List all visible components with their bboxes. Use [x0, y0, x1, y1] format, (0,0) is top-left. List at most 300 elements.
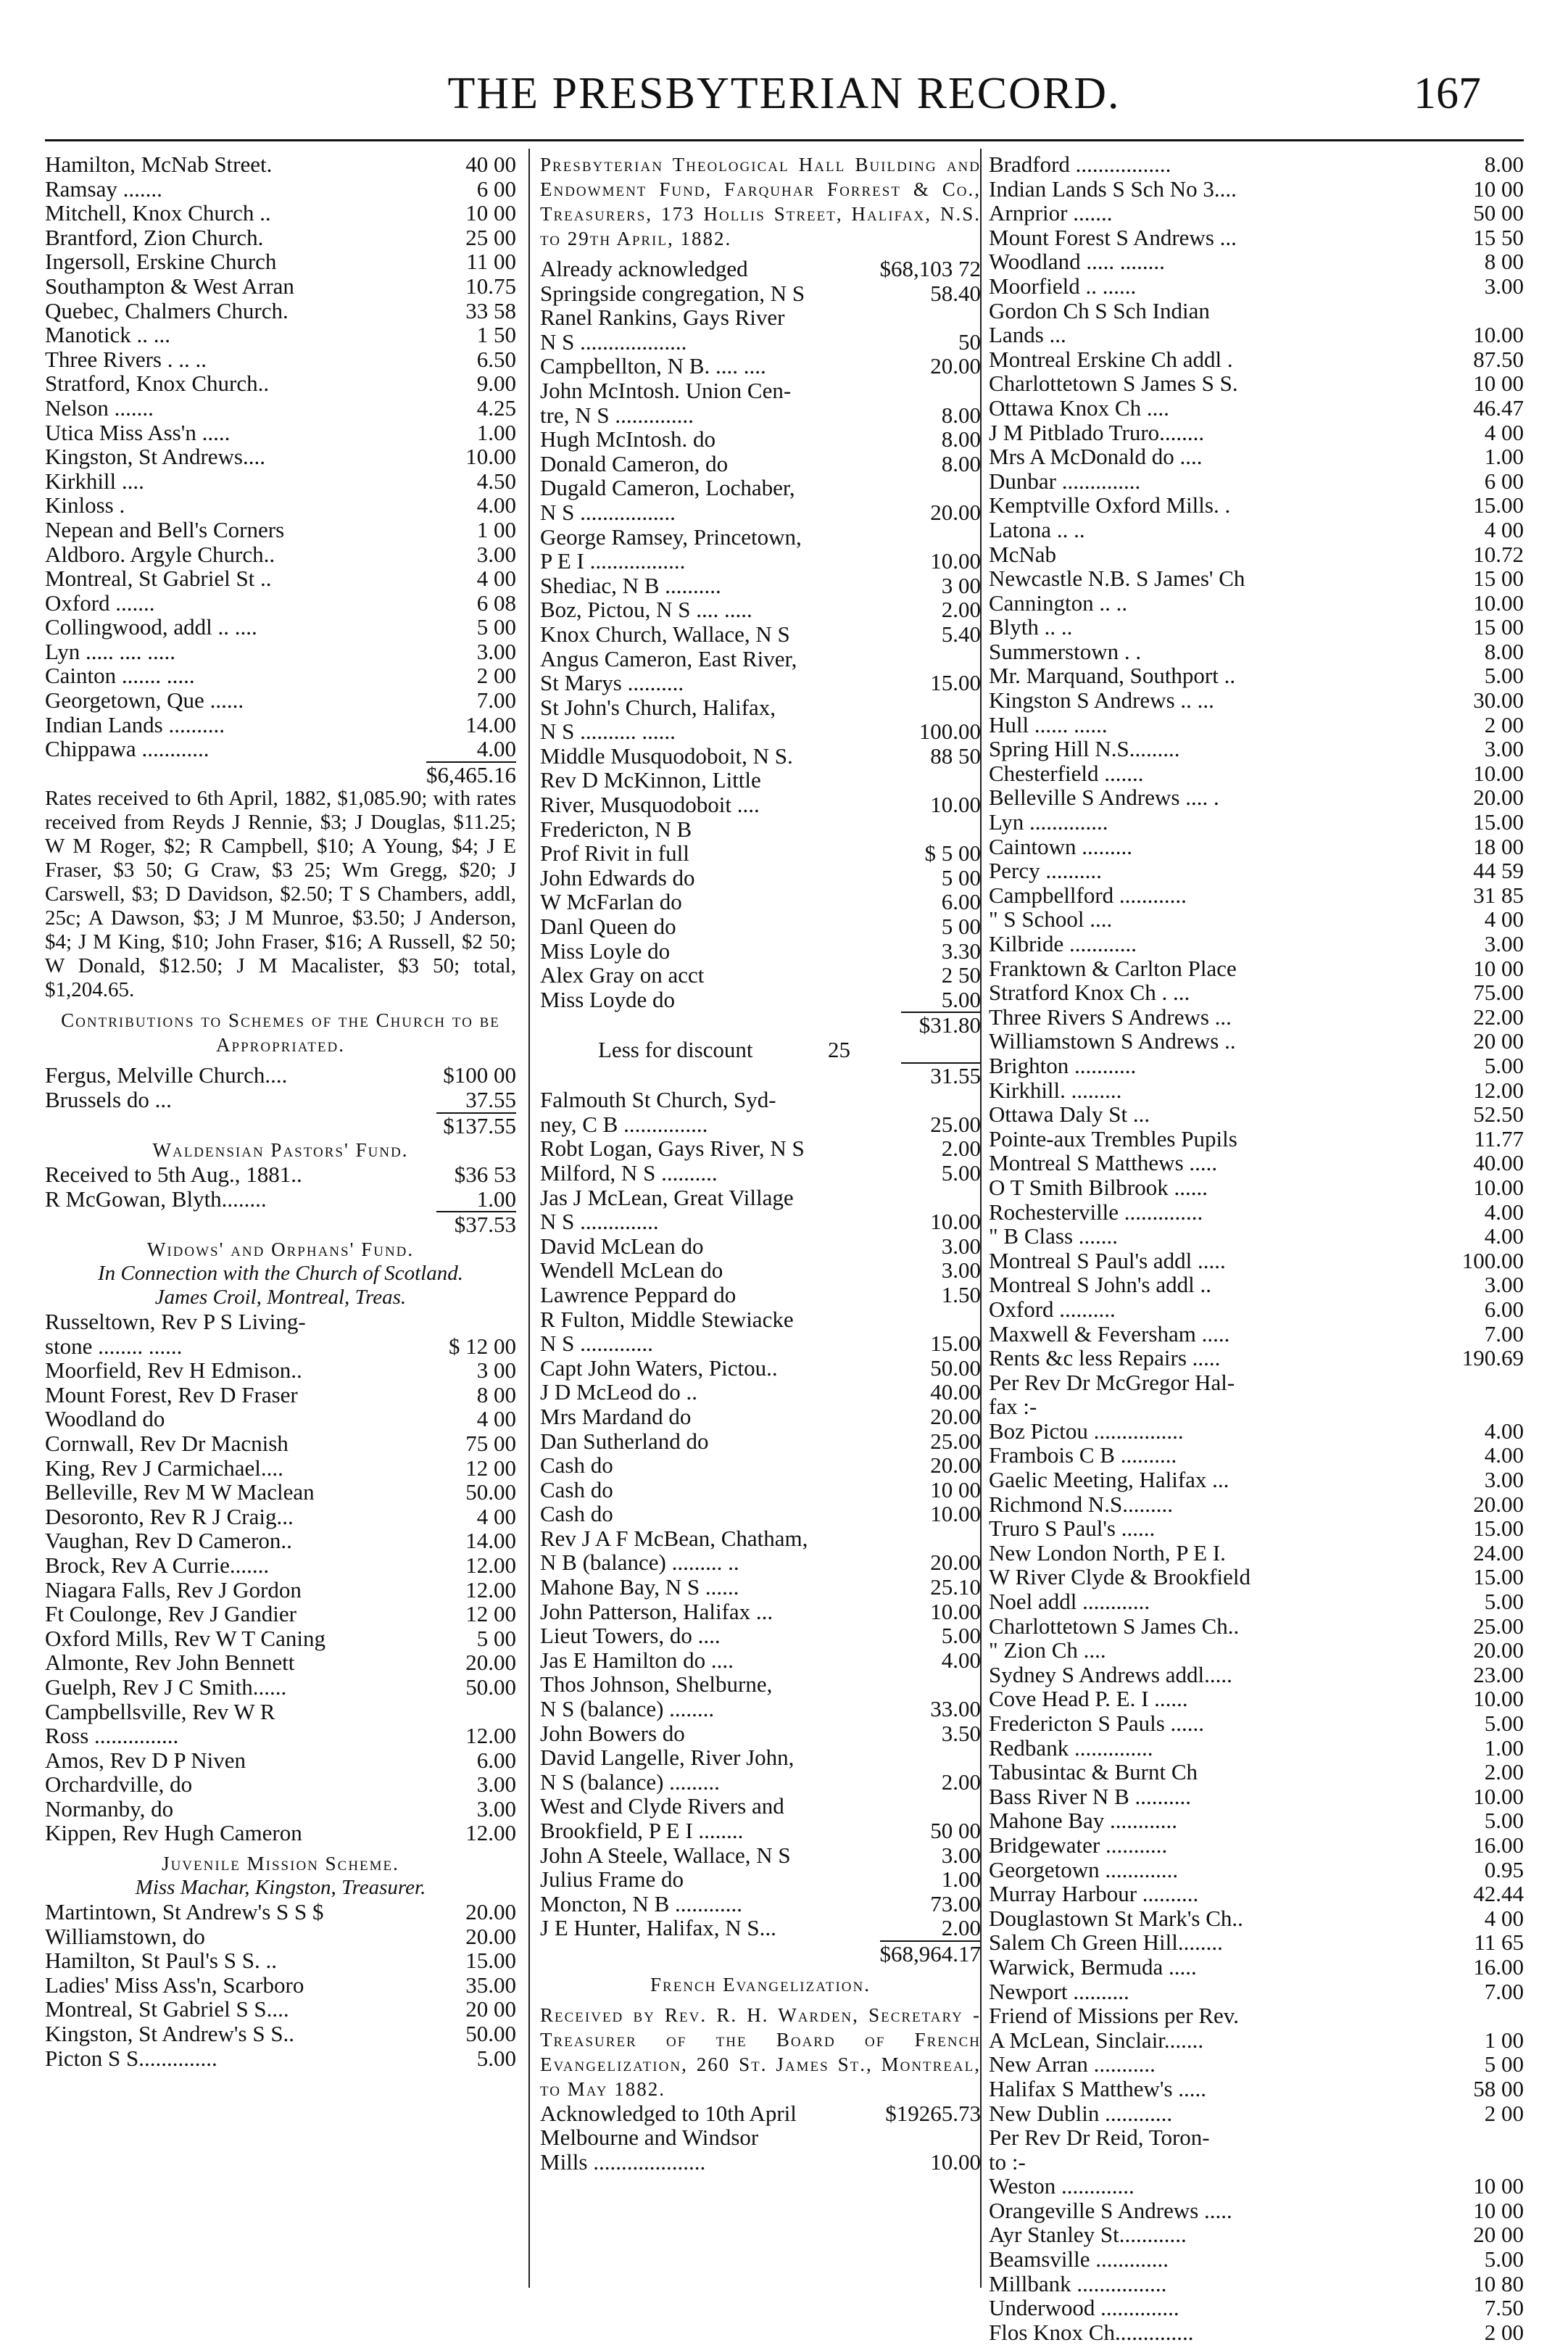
entry-amount: 15 00 [1473, 614, 1524, 640]
entry-label: John Patterson, Halifax ... [540, 1598, 773, 1624]
entry-amount: 20.00 [1473, 1491, 1524, 1517]
ledger-entry [989, 1249, 1524, 1273]
entry-label: Chesterfield ....... [989, 760, 1144, 786]
ledger-entry [989, 152, 1524, 177]
ledger-entry [540, 379, 981, 403]
ledger-list [45, 1063, 516, 1112]
entry-label: Montreal S Matthews ..... [989, 1150, 1218, 1176]
ledger-entry [989, 1370, 1524, 1395]
entry-amount: 4.50 [476, 468, 516, 494]
entry-label: fax :- [989, 1394, 1037, 1420]
grand-total: $68,964.17 [879, 1940, 981, 1966]
entry-amount: $ 5 00 [924, 840, 981, 867]
entry-amount: 3 00 [476, 1357, 516, 1384]
ledger-entry [989, 1394, 1524, 1419]
entry-label: N S .............. [540, 1209, 659, 1235]
entry-amount: 12.00 [1473, 1077, 1524, 1103]
ledger-entry [989, 299, 1524, 323]
ledger-entry [45, 1480, 516, 1505]
entry-amount: 10 80 [1473, 2270, 1524, 2296]
entry-amount: 7.50 [1484, 2295, 1524, 2321]
entry-label: Pointe-aux Trembles Pupils [989, 1125, 1237, 1151]
entry-label: Oxford ....... [45, 590, 155, 616]
entry-amount: 52.50 [1473, 1101, 1524, 1128]
entry-label: Per Rev Dr Reid, Toron- [989, 2125, 1210, 2151]
entry-label: Prof Rivit in full [540, 840, 689, 867]
entry-label: R Fulton, Middle Stewiacke [540, 1306, 794, 1332]
entry-amount: 50.00 [930, 1355, 981, 1381]
ledger-entry [989, 1346, 1524, 1370]
entry-label: Kinloss . [45, 492, 125, 518]
entry-amount: 4 00 [1484, 516, 1524, 542]
ledger-entry [45, 371, 516, 396]
entry-label: Bass River N B .......... [989, 1783, 1191, 1809]
ledger-entry [45, 1997, 516, 2022]
entry-label: Georgetown, Que ...... [45, 687, 244, 714]
ledger-entry [45, 640, 516, 664]
ledger-entry [45, 1724, 516, 1748]
entry-amount: 20.00 [1473, 785, 1524, 811]
ledger-entry [989, 1054, 1524, 1078]
entry-label: John A Steele, Wallace, N S [540, 1842, 791, 1868]
ledger-entry [989, 493, 1524, 518]
net-amount: 31.55 [901, 1062, 981, 1088]
ledger-list [45, 152, 516, 761]
ledger-entry [540, 622, 981, 647]
entry-label: Belleville, Rev M W Maclean [45, 1479, 315, 1505]
entry-label: Orangeville S Andrews ..... [989, 2197, 1232, 2223]
french-intro: Received by Rev. R. H. Warden, Secretary - Treasurer of the Board of French Evangelization, 260 St. James St., Montreal, to May 1882. [540, 2003, 981, 2100]
entry-label: Already acknowledged [540, 256, 748, 281]
entry-label: Brookfield, P E I ........ [540, 1818, 744, 1843]
ledger-entry [989, 688, 1524, 713]
entry-label: Normanby, do [45, 1795, 174, 1821]
ledger-entry [540, 1550, 981, 1575]
ledger-entry [540, 549, 981, 574]
ledger-list [540, 257, 981, 841]
entry-label: Aldboro. Argyle Church.. [45, 541, 275, 567]
ledger-list [540, 841, 981, 1012]
entry-label: New London North, P E I. [989, 1539, 1226, 1566]
entry-amount: 58.40 [930, 280, 981, 306]
entry-label: Jas J McLean, Great Village [540, 1184, 794, 1210]
ledger-entry [540, 1453, 981, 1478]
ledger-entry [989, 518, 1524, 542]
ledger-entry [45, 249, 516, 274]
entry-label: Kirkhill .... [45, 468, 144, 494]
ledger-entry [540, 671, 981, 695]
ledger-entry [989, 1127, 1524, 1151]
section-heading-french: French Evangelization. [650, 1973, 871, 1995]
entry-amount: 10.72 [1473, 541, 1524, 567]
entry-amount: 10.00 [1473, 590, 1524, 616]
entry-label: Ladies' Miss Ass'n, Scarboro [45, 1972, 304, 1998]
entry-label: Oxford Mills, Rev W T Caning [45, 1625, 325, 1651]
entry-amount: 3.00 [1484, 736, 1524, 762]
entry-amount: 6 08 [476, 590, 516, 616]
ledger-entry [45, 201, 516, 226]
entry-label: Southampton & West Arran [45, 273, 294, 299]
entry-label: Lieut Towers, do .... [540, 1623, 721, 1649]
ledger-entry [989, 1005, 1524, 1030]
entry-label: Ross ............... [45, 1723, 179, 1749]
ledger-entry [540, 1234, 981, 1259]
entry-amount: 10.00 [930, 1209, 981, 1235]
entry-amount: 4.00 [1484, 1442, 1524, 1468]
entry-amount: 10.00 [930, 1501, 981, 1527]
entry-amount: 50 [958, 328, 981, 355]
entry-label: Ingersoll, Erskine Church [45, 249, 277, 275]
ledger-entry [45, 615, 516, 640]
ledger-entry [989, 2150, 1524, 2175]
ledger-entry [989, 1419, 1524, 1444]
entry-label: stone ........ ...... [45, 1333, 183, 1359]
section-heading-juvenile: Juvenile Mission Scheme. [162, 1853, 399, 1875]
entry-label: Millbank ................ [989, 2270, 1167, 2296]
section-subheading: In Connection with the Church of Scotland. [98, 1262, 463, 1285]
entry-label: Hamilton, St Paul's S S. .. [45, 1948, 277, 1974]
entry-amount: 10 00 [930, 1476, 981, 1502]
entry-amount: 20.00 [930, 353, 981, 379]
ledger-entry [45, 1748, 516, 1773]
ledger-entry [989, 883, 1524, 908]
entry-label: Richmond N.S......... [989, 1491, 1174, 1517]
entry-label: Bradford ................. [989, 152, 1171, 177]
entry-amount: 50.00 [465, 1479, 516, 1505]
entry-amount: 3.00 [476, 541, 516, 567]
entry-label: Jas E Hamilton do .... [540, 1647, 734, 1673]
ledger-entry [45, 1578, 516, 1602]
entry-amount: 1.00 [1484, 1734, 1524, 1761]
entry-amount: 1.00 [476, 419, 516, 445]
entry-amount: 10.00 [1473, 1686, 1524, 1712]
ledger-entry [540, 1600, 981, 1624]
ledger-entry [989, 2077, 1524, 2101]
ledger-entry [540, 476, 981, 500]
ledger-entry [45, 1948, 516, 1973]
ledger-entry [989, 177, 1524, 202]
entry-label: Lawrence Peppard do [540, 1281, 737, 1307]
ledger-entry [540, 1356, 981, 1381]
entry-amount: 50 00 [930, 1818, 981, 1843]
ledger-entry [989, 640, 1524, 664]
entry-amount: 4.00 [1484, 1223, 1524, 1249]
entry-amount: 33 58 [465, 297, 516, 323]
entry-label: Capt John Waters, Pictou.. [540, 1355, 778, 1381]
entry-amount: 5.00 [476, 2045, 516, 2071]
entry-amount: 10.00 [1473, 1174, 1524, 1200]
entry-label: Rev D McKinnon, Little [540, 767, 761, 793]
ledger-list [45, 1310, 516, 1845]
ledger-entry [540, 500, 981, 525]
ledger-entry [989, 956, 1524, 981]
ledger-entry [45, 1456, 516, 1481]
entry-amount: 2 00 [1484, 2100, 1524, 2126]
entry-label: Thos Johnson, Shelburne, [540, 1671, 773, 1697]
ledger-entry [540, 1770, 981, 1795]
ledger-entry [989, 1858, 1524, 1882]
entry-amount: 6.00 [1484, 1296, 1524, 1322]
entry-label: Percy .......... [989, 858, 1102, 884]
entry-label: Nepean and Bell's Corners [45, 516, 285, 542]
entry-amount: 10 00 [465, 200, 516, 226]
ledger-entry [45, 1187, 516, 1212]
ledger-entry [540, 597, 981, 622]
entry-amount: 2.00 [941, 1915, 981, 1941]
entry-label: Manotick .. ... [45, 322, 171, 348]
entry-amount: 7.00 [1484, 1320, 1524, 1347]
entry-label: Alex Gray on acct [540, 962, 705, 988]
entry-amount: 20.00 [1473, 1637, 1524, 1663]
ledger-entry [540, 257, 981, 281]
entry-label: Belleville S Andrews .... . [989, 785, 1219, 811]
entry-amount: 3 00 [941, 572, 981, 598]
entry-amount: 15.00 [465, 1948, 516, 1974]
entry-label: David Langelle, River John, [540, 1745, 795, 1771]
entry-label: Oxford .......... [989, 1296, 1116, 1322]
entry-amount: 3.00 [476, 1795, 516, 1821]
entry-label: Mahone Bay, N S ...... [540, 1574, 739, 1600]
ledger-entry [45, 1431, 516, 1456]
entry-amount: 73.00 [930, 1890, 981, 1916]
ledger-entry [540, 2125, 981, 2150]
ledger-entry [540, 866, 981, 890]
entry-amount: 1.50 [941, 1281, 981, 1307]
entry-amount: 20.00 [465, 1923, 516, 1949]
ledger-entry [540, 1405, 981, 1429]
entry-amount: 3.00 [476, 638, 516, 664]
ledger-list [45, 1162, 516, 1211]
ledger-list [540, 1088, 981, 1940]
ledger-entry [989, 201, 1524, 226]
entry-label: Hull ...... ...... [989, 711, 1108, 737]
header-rule [45, 139, 1524, 141]
entry-label: Mount Forest, Rev D Fraser [45, 1381, 298, 1407]
entry-amount: 2.00 [941, 1769, 981, 1795]
ledger-entry [989, 1322, 1524, 1347]
ledger-entry [989, 1687, 1524, 1711]
entry-amount: 2.00 [1484, 1759, 1524, 1785]
ledger-entry [989, 249, 1524, 274]
entry-amount: 8.00 [1484, 152, 1524, 177]
ledger-entry [45, 2022, 516, 2046]
ledger-entry [989, 2222, 1524, 2247]
ledger-entry [45, 1973, 516, 1998]
entry-amount: 10 00 [1473, 175, 1524, 202]
entry-label: New Arran ........... [989, 2051, 1156, 2077]
ledger-entry [45, 421, 516, 445]
ledger-entry [989, 1297, 1524, 1322]
entry-amount: 8.00 [941, 402, 981, 428]
ledger-entry [45, 274, 516, 299]
ledger-entry [989, 2247, 1524, 2272]
entry-label: Williamstown, do [45, 1923, 205, 1949]
entry-label: Gaelic Meeting, Halifax ... [989, 1467, 1229, 1493]
entry-label: Beamsville ............. [989, 2246, 1169, 2272]
entry-label: Kingston, St Andrews.... [45, 444, 265, 470]
entry-amount: 100.00 [918, 719, 981, 745]
entry-amount: 3.00 [1484, 931, 1524, 956]
entry-amount: 6 00 [1484, 468, 1524, 494]
entry-label: Halifax S Matthew's ..... [989, 2075, 1207, 2101]
entry-amount: 4.00 [941, 1647, 981, 1673]
ledger-entry [989, 2296, 1524, 2320]
entry-amount: 5 00 [476, 1625, 516, 1651]
entry-amount: 7.00 [1484, 1978, 1524, 2004]
entry-label: Amos, Rev D P Niven [45, 1747, 246, 1773]
page-number: 167 [1414, 69, 1481, 118]
entry-label: Hamilton, McNab Street. [45, 152, 273, 177]
ledger-entry [540, 817, 981, 842]
ledger-entry [540, 1258, 981, 1283]
entry-label: Melbourne and Windsor [540, 2125, 759, 2151]
ledger-entry [989, 566, 1524, 591]
ledger-entry [989, 1224, 1524, 1249]
entry-label: Rents &c less Repairs ..... [989, 1345, 1221, 1371]
ledger-entry [989, 2125, 1524, 2150]
ledger-entry [45, 152, 516, 177]
entry-amount: 5 00 [941, 914, 981, 940]
entry-amount: 10 00 [1473, 955, 1524, 981]
ledger-entry [45, 226, 516, 250]
entry-label: Rochesterville .............. [989, 1199, 1203, 1225]
ledger-entry [540, 914, 981, 939]
ledger-entry [989, 980, 1524, 1005]
entry-amount: 25.00 [1473, 1613, 1524, 1639]
entry-label: Dunbar .............. [989, 468, 1141, 494]
ledger-entry [45, 713, 516, 737]
entry-label: Fergus, Melville Church.... [45, 1062, 288, 1088]
ledger-entry [540, 744, 981, 769]
ledger-entry [540, 1429, 981, 1454]
entry-label: Redbank .............. [989, 1734, 1153, 1761]
ledger-entry [45, 1063, 516, 1088]
entry-amount: 15.00 [1473, 1515, 1524, 1542]
entry-label: Kingston, St Andrew's S S.. [45, 2021, 295, 2047]
entry-amount: 11 65 [1474, 1930, 1524, 1956]
ledger-entry [540, 2150, 981, 2175]
ledger-entry [45, 323, 516, 347]
entry-label: Chippawa ............ [45, 736, 210, 762]
entry-label: tre, N S .............. [540, 402, 694, 428]
entry-amount: 190.69 [1461, 1345, 1524, 1371]
entry-label: Utica Miss Ass'n ..... [45, 419, 231, 445]
entry-label: Three Rivers . .. .. [45, 346, 207, 372]
entry-label: Middle Musquodoboit, N S. [540, 743, 793, 769]
ledger-entry [989, 323, 1524, 347]
entry-label: Frambois C B .......... [989, 1442, 1177, 1468]
entry-label: Rev J A F McBean, Chatham, [540, 1525, 808, 1551]
entry-amount: $19265.73 [885, 2100, 981, 2126]
entry-label: Dan Sutherland do [540, 1428, 709, 1454]
entry-amount: 15 50 [1473, 224, 1524, 250]
entry-label: Collingwood, addl .. .... [45, 614, 257, 640]
entry-label: W River Clyde & Brookfield [989, 1564, 1251, 1590]
entry-label: Almonte, Rev John Bennett [45, 1650, 295, 1676]
entry-amount: 10.00 [1473, 1783, 1524, 1809]
ledger-entry [45, 177, 516, 202]
ledger-entry [540, 1161, 981, 1186]
entry-label: Spring Hill N.S......... [989, 736, 1180, 762]
entry-label: N S ................. [540, 499, 676, 525]
ledger-list [989, 152, 1524, 2344]
ledger-entry [989, 2052, 1524, 2077]
entry-label: Tabusintac & Burnt Ch [989, 1759, 1198, 1785]
entry-amount: 3.00 [941, 1257, 981, 1283]
ledger-entry [540, 890, 981, 914]
ledger-entry [45, 1602, 516, 1626]
ledger-entry [45, 1626, 516, 1651]
ledger-entry [45, 1924, 516, 1949]
entry-amount: $100 00 [443, 1062, 516, 1088]
ledger-entry [540, 695, 981, 720]
ledger-entry [540, 1721, 981, 1746]
entry-amount: 40.00 [930, 1379, 981, 1405]
ledger-list [540, 2101, 981, 2175]
entry-label: Charlottetown S James S S. [989, 371, 1238, 397]
entry-label: Mount Forest S Andrews ... [989, 224, 1237, 250]
ledger-entry [45, 1797, 516, 1821]
entry-label: Moncton, N B ............ [540, 1890, 742, 1916]
ledger-entry [45, 1505, 516, 1529]
ledger-entry [540, 988, 981, 1012]
ledger-entry [989, 1200, 1524, 1225]
column-left [45, 152, 516, 2299]
entry-amount: 25.00 [930, 1111, 981, 1137]
entry-label: Stratford Knox Ch . ... [989, 980, 1190, 1006]
entry-label: " Zion Ch .... [989, 1637, 1106, 1663]
entry-label: Sydney S Andrews addl..... [989, 1661, 1232, 1687]
entry-amount: 25 00 [465, 224, 516, 250]
entry-label: Campbellsville, Rev W R [45, 1698, 275, 1724]
ledger-entry [989, 810, 1524, 835]
ledger-entry [989, 1784, 1524, 1809]
ledger-entry [540, 1672, 981, 1697]
column-divider [528, 149, 530, 2288]
entry-label: David McLean do [540, 1233, 704, 1259]
entry-label: Angus Cameron, East River, [540, 645, 797, 671]
ledger-entry [540, 1526, 981, 1551]
entry-amount: $68,103 72 [879, 256, 981, 281]
entry-amount: 3.00 [476, 1771, 516, 1798]
entry-amount: 5.00 [941, 1623, 981, 1649]
ledger-entry [989, 859, 1524, 883]
entry-amount: 2 00 [1484, 711, 1524, 737]
ledger-entry [989, 1443, 1524, 1468]
entry-label: Lands ... [989, 322, 1066, 348]
entry-label: Lyn ..... .... ..... [45, 638, 175, 664]
entry-label: Picton S S.............. [45, 2045, 217, 2071]
entry-amount: 4 00 [476, 1406, 516, 1432]
entry-amount: 15.00 [1473, 492, 1524, 518]
ledger-entry [989, 2101, 1524, 2126]
entry-label: John Edwards do [540, 864, 695, 890]
ledger-entry [45, 1162, 516, 1187]
entry-label: Knox Church, Wallace, N S [540, 621, 790, 647]
entry-amount: 37.55 [465, 1087, 516, 1113]
entry-label: Milford, N S .......... [540, 1159, 718, 1186]
entry-amount: 4.00 [1484, 1418, 1524, 1444]
entry-label: Cash do [540, 1476, 613, 1502]
entry-amount: 10.00 [1473, 322, 1524, 348]
entry-amount: 2 00 [1484, 2319, 1524, 2345]
subtotal: $31.80 [901, 1012, 981, 1038]
ledger-entry [540, 1819, 981, 1843]
section-heading-schemes: Contributions to Schemes of the Church to be Appropriated. [61, 1009, 500, 1056]
ledger-entry [989, 274, 1524, 299]
entry-amount: 31 85 [1473, 882, 1524, 908]
ledger-entry [540, 1478, 981, 1502]
